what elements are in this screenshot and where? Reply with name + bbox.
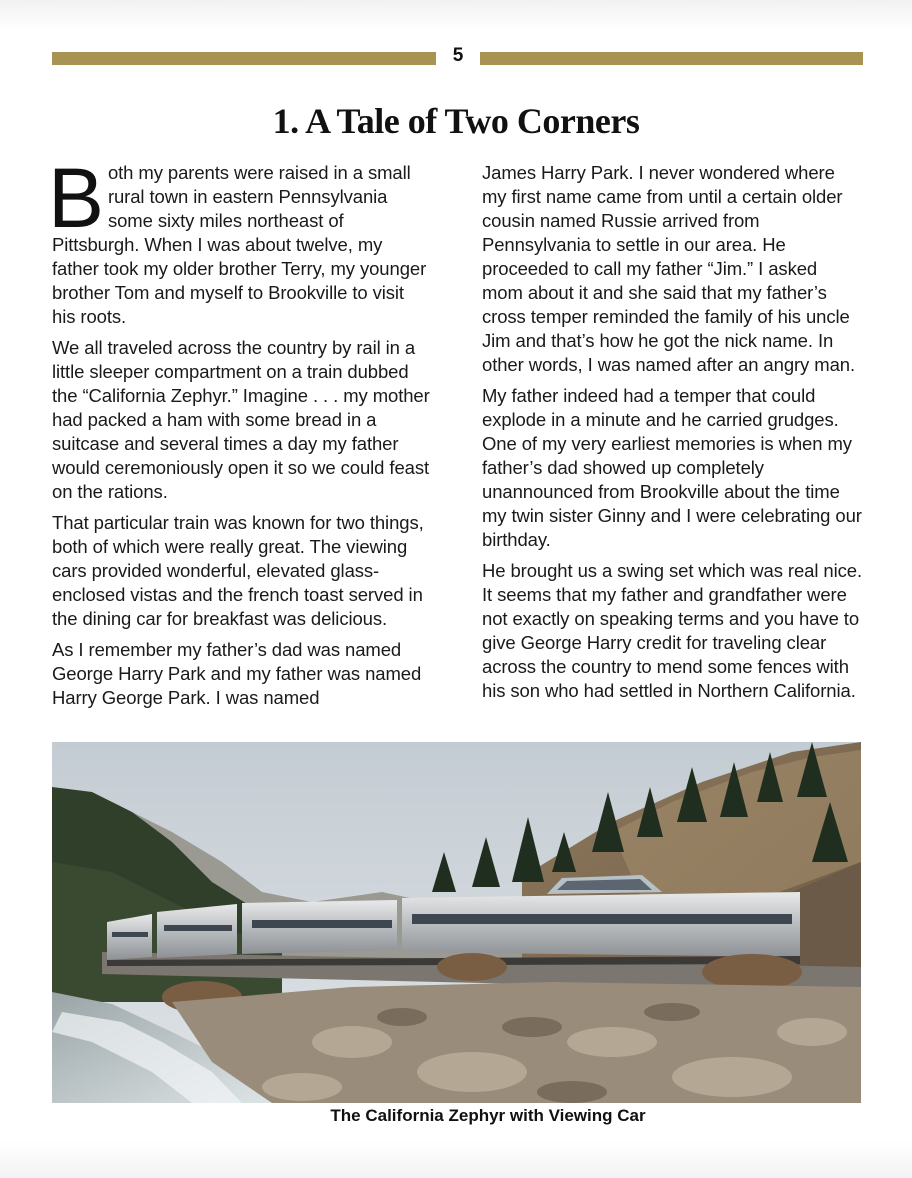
paragraph: That particular train was known for two things, both of which were really great. The viewing cars provided wonderful, elevated glass-enclosed vistas and the french toast served in the dining car for breakfast was delicious. bbox=[52, 512, 424, 629]
right-column bbox=[482, 161, 862, 710]
paragraph bbox=[48, 151, 432, 329]
paragraph: James Harry Park. I never wondered where my first name came from until a certain older cousin named Russie arrived from Pennsylvania to settle in our area. He proceeded to call my father “Jim.” I asked mom about it and she said that my father’s cross temper reminded the family of his uncle Jim and that’s how he got the nick name. In other words, I was named after an angry man. bbox=[482, 162, 855, 375]
paragraph: We all traveled across the country by rail in a little sleeper compartment on a train dubbed the “California Zephyr.” Imagine . . . my mother had packed a ham with some bread in a suitcase and several times a day my father would ceremoniously open it so we could feast on the rations. bbox=[52, 337, 430, 502]
paragraph: My father indeed had a temper that could explode in a minute and he carried grudges. One of my very earliest memories is when my father’s dad showed up completely unannounced from Brookville about the time my twin sister Ginny and I were celebrating our birthday. bbox=[482, 385, 862, 550]
left-column bbox=[48, 151, 432, 717]
paragraph: As I remember my father’s dad was named George Harry Park and my father was named Harry George Park. I was named bbox=[52, 639, 422, 708]
header-rule-right bbox=[480, 52, 863, 65]
drop-cap: B bbox=[48, 151, 104, 245]
chapter-title: 1. A Tale of Two Corners bbox=[272, 101, 640, 141]
paragraph-text: oth my parents were raised in a small rural town in eastern Pennsylvania some sixty miles northeast of Pittsburgh. When I was about twelve, my father took my older brother Terry, my younger brother Tom and myself to Brookville to visit his roots. bbox=[52, 162, 427, 327]
photo-caption: The California Zephyr with Viewing Car bbox=[330, 1106, 646, 1125]
paragraph: He brought us a swing set which was real nice. It seems that my father and grandfather were not exactly on speaking terms and you have to give George Harry credit for traveling clear across the country to mend some fences with his son who had settled in Northern California. bbox=[482, 560, 862, 701]
header-rule-left bbox=[52, 52, 436, 65]
train-photo bbox=[52, 742, 861, 1103]
page-number: 5 bbox=[452, 45, 464, 66]
